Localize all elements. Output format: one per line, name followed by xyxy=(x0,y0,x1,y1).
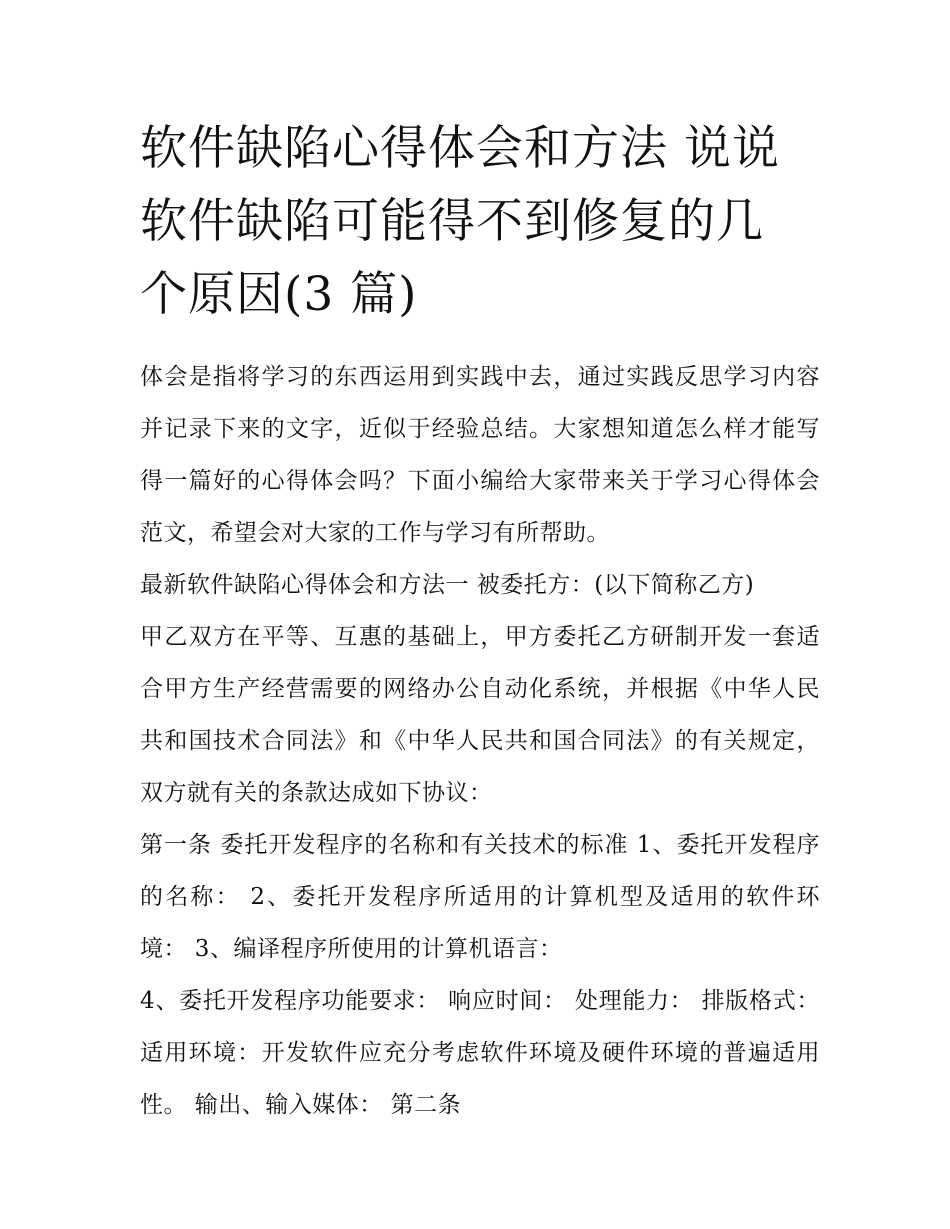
paragraph-requirements: 4、委托开发程序功能要求： 响应时间： 处理能力： 排版格式： 适用环境：开发软件应充分考虑软件环境及硬件环境的普遍适用性。 输出、输入媒体： 第二条 xyxy=(140,988,820,1118)
title-line-1: 软件缺陷心得体会和方法 说说 xyxy=(140,121,780,176)
title-line-3: 个原因(3 篇) xyxy=(140,267,418,322)
title-line-2: 软件缺陷可能得不到修复的几 xyxy=(140,194,764,249)
document-body xyxy=(140,351,820,1131)
paragraph-section-heading: 最新软件缺陷心得体会和方法一 被委托方：(以下简称乙方) xyxy=(140,572,755,598)
document-title xyxy=(140,112,820,331)
document-page xyxy=(140,112,820,1131)
paragraph-agreement: 甲乙双方在平等、互惠的基础上，甲方委托乙方研制开发一套适合甲方生产经营需要的网络办公自动化系统，并根据《中华人民共和国技术合同法》和《中华人民共和国合同法》的有关规定，双方就有关的条款达成如下协议： xyxy=(140,624,820,806)
paragraph-article-1: 第一条 委托开发程序的名称和有关技术的标准 1、委托开发程序的名称： 2、委托开发程序所适用的计算机型及适用的软件环境： 3、编译程序所使用的计算机语言： xyxy=(140,832,820,962)
paragraph-intro: 体会是指将学习的东西运用到实践中去，通过实践反思学习内容并记录下来的文字，近似于经验总结。大家想知道怎么样才能写得一篇好的心得体会吗？下面小编给大家带来关于学习心得体会范文，希望会对大家的工作与学习有所帮助。 xyxy=(140,364,820,546)
